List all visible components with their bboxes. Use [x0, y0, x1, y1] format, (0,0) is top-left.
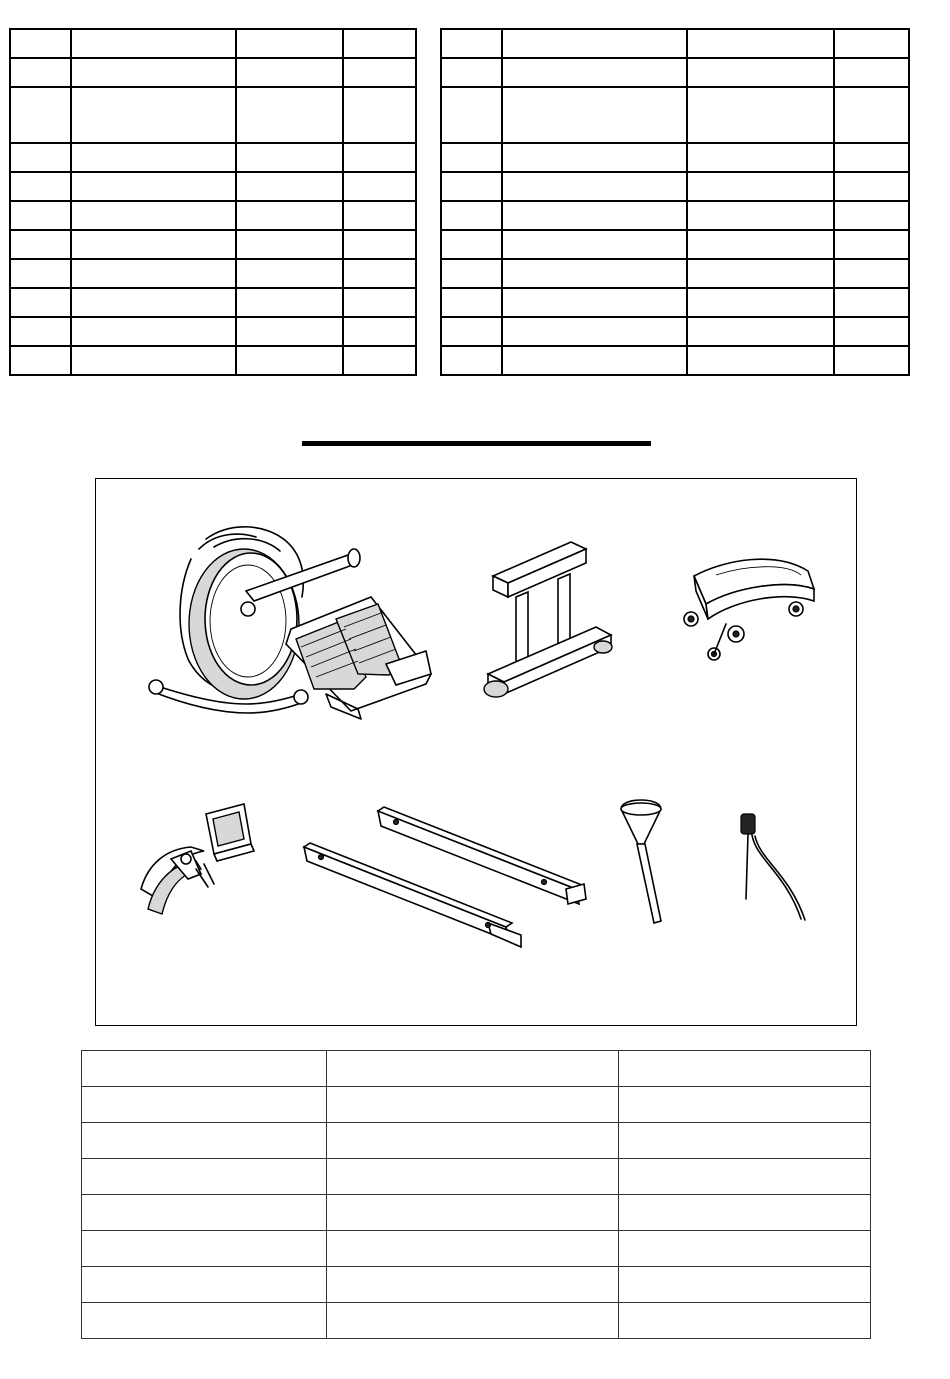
table-cell: [502, 87, 687, 143]
table-cell: [441, 87, 502, 143]
table-cell: [82, 1087, 327, 1123]
table-cell: [71, 346, 236, 375]
table-cell: [71, 259, 236, 288]
table-cell: [834, 172, 909, 201]
table-row: [441, 317, 909, 346]
table-cell: [343, 259, 416, 288]
table-row: [441, 143, 909, 172]
table-row: [82, 1231, 871, 1267]
table-cell: [71, 58, 236, 87]
parts-table-left: [9, 28, 417, 376]
table-row: [441, 346, 909, 375]
table-row: [10, 172, 416, 201]
table-cell: [687, 172, 834, 201]
table-row: [10, 259, 416, 288]
table-cell: [236, 172, 343, 201]
table-row: [441, 29, 909, 58]
table-cell: [441, 259, 502, 288]
table-cell: [10, 29, 71, 58]
table-cell: [343, 201, 416, 230]
table-row: [441, 87, 909, 143]
bottom-table: [81, 1050, 871, 1339]
table-row: [82, 1087, 871, 1123]
table-cell: [10, 143, 71, 172]
table-cell: [441, 288, 502, 317]
cable-drawing: [741, 814, 805, 920]
table-cell: [71, 288, 236, 317]
table-row: [82, 1051, 871, 1087]
table-cell: [834, 259, 909, 288]
table-cell: [441, 230, 502, 259]
table-cell: [71, 87, 236, 143]
table-row: [10, 346, 416, 375]
table-row: [10, 288, 416, 317]
table-cell: [343, 288, 416, 317]
table-cell: [236, 230, 343, 259]
table-cell: [82, 1267, 327, 1303]
parts-drawing: [96, 479, 858, 1027]
table-cell: [502, 288, 687, 317]
table-cell: [71, 29, 236, 58]
table-cell: [327, 1087, 619, 1123]
table-cell: [687, 317, 834, 346]
table-cell: [687, 230, 834, 259]
table-cell: [327, 1231, 619, 1267]
table-cell: [687, 259, 834, 288]
table-row: [82, 1267, 871, 1303]
table-cell: [619, 1087, 871, 1123]
table-cell: [441, 317, 502, 346]
table-cell: [834, 143, 909, 172]
table-cell: [82, 1159, 327, 1195]
table-cell: [687, 346, 834, 375]
table-cell: [343, 143, 416, 172]
table-cell: [502, 58, 687, 87]
table-cell: [502, 259, 687, 288]
title-underline: [302, 441, 651, 446]
table-cell: [10, 288, 71, 317]
table-cell: [343, 87, 416, 143]
table-cell: [502, 317, 687, 346]
table-cell: [327, 1267, 619, 1303]
table-cell: [687, 58, 834, 87]
table-cell: [71, 172, 236, 201]
table-cell: [502, 346, 687, 375]
table-cell: [687, 87, 834, 143]
table-cell: [619, 1267, 871, 1303]
parts-table-right: [440, 28, 910, 376]
table-cell: [834, 288, 909, 317]
table-cell: [502, 201, 687, 230]
table-cell: [343, 317, 416, 346]
table-cell: [441, 143, 502, 172]
table-cell: [10, 317, 71, 346]
table-cell: [343, 172, 416, 201]
table-cell: [834, 230, 909, 259]
table-cell: [71, 230, 236, 259]
parts-drawing-frame: [95, 478, 857, 1026]
table-cell: [834, 317, 909, 346]
table-row: [441, 58, 909, 87]
table-cell: [327, 1195, 619, 1231]
table-cell: [502, 230, 687, 259]
table-cell: [619, 1123, 871, 1159]
table-cell: [236, 87, 343, 143]
table-cell: [834, 58, 909, 87]
table-row: [10, 201, 416, 230]
table-cell: [343, 58, 416, 87]
table-row: [82, 1159, 871, 1195]
table-row: [82, 1303, 871, 1339]
table-cell: [10, 230, 71, 259]
table-row: [10, 143, 416, 172]
table-cell: [236, 288, 343, 317]
console-arm-drawing: [141, 804, 254, 914]
table-cell: [82, 1195, 327, 1231]
table-cell: [327, 1303, 619, 1339]
table-cell: [343, 230, 416, 259]
table-cell: [82, 1051, 327, 1087]
table-cell: [502, 29, 687, 58]
table-cell: [343, 29, 416, 58]
table-cell: [687, 201, 834, 230]
table-cell: [834, 201, 909, 230]
table-cell: [687, 288, 834, 317]
table-cell: [502, 172, 687, 201]
table-cell: [71, 317, 236, 346]
table-cell: [71, 201, 236, 230]
table-cell: [441, 58, 502, 87]
table-cell: [327, 1123, 619, 1159]
table-cell: [619, 1051, 871, 1087]
table-cell: [687, 143, 834, 172]
table-cell: [834, 29, 909, 58]
table-cell: [10, 259, 71, 288]
table-cell: [834, 346, 909, 375]
table-cell: [10, 201, 71, 230]
table-cell: [441, 29, 502, 58]
table-cell: [619, 1195, 871, 1231]
table-row: [441, 172, 909, 201]
table-row: [441, 230, 909, 259]
table-cell: [10, 172, 71, 201]
main-frame-with-tank-drawing: [149, 527, 431, 719]
table-cell: [441, 172, 502, 201]
table-row: [10, 29, 416, 58]
table-row: [82, 1123, 871, 1159]
table-cell: [236, 317, 343, 346]
table-cell: [687, 29, 834, 58]
table-cell: [343, 346, 416, 375]
table-row: [10, 317, 416, 346]
table-cell: [71, 143, 236, 172]
funnel-drawing: [621, 800, 661, 923]
table-cell: [502, 143, 687, 172]
table-cell: [236, 346, 343, 375]
table-cell: [10, 346, 71, 375]
table-cell: [236, 259, 343, 288]
table-row: [10, 87, 416, 143]
table-cell: [10, 58, 71, 87]
rear-stabilizer-drawing: [484, 542, 612, 697]
table-cell: [82, 1303, 327, 1339]
table-cell: [619, 1303, 871, 1339]
table-cell: [236, 29, 343, 58]
rails-drawing: [304, 807, 586, 947]
table-cell: [619, 1159, 871, 1195]
table-cell: [82, 1231, 327, 1267]
seat-drawing: [684, 559, 814, 660]
table-row: [10, 58, 416, 87]
table-row: [82, 1195, 871, 1231]
table-cell: [619, 1231, 871, 1267]
table-cell: [236, 201, 343, 230]
table-cell: [441, 201, 502, 230]
table-cell: [327, 1159, 619, 1195]
table-cell: [236, 58, 343, 87]
table-cell: [10, 87, 71, 143]
table-cell: [441, 346, 502, 375]
table-row: [441, 288, 909, 317]
table-cell: [82, 1123, 327, 1159]
table-cell: [327, 1051, 619, 1087]
table-cell: [834, 87, 909, 143]
table-cell: [236, 143, 343, 172]
table-row: [441, 201, 909, 230]
table-row: [10, 230, 416, 259]
table-row: [441, 259, 909, 288]
